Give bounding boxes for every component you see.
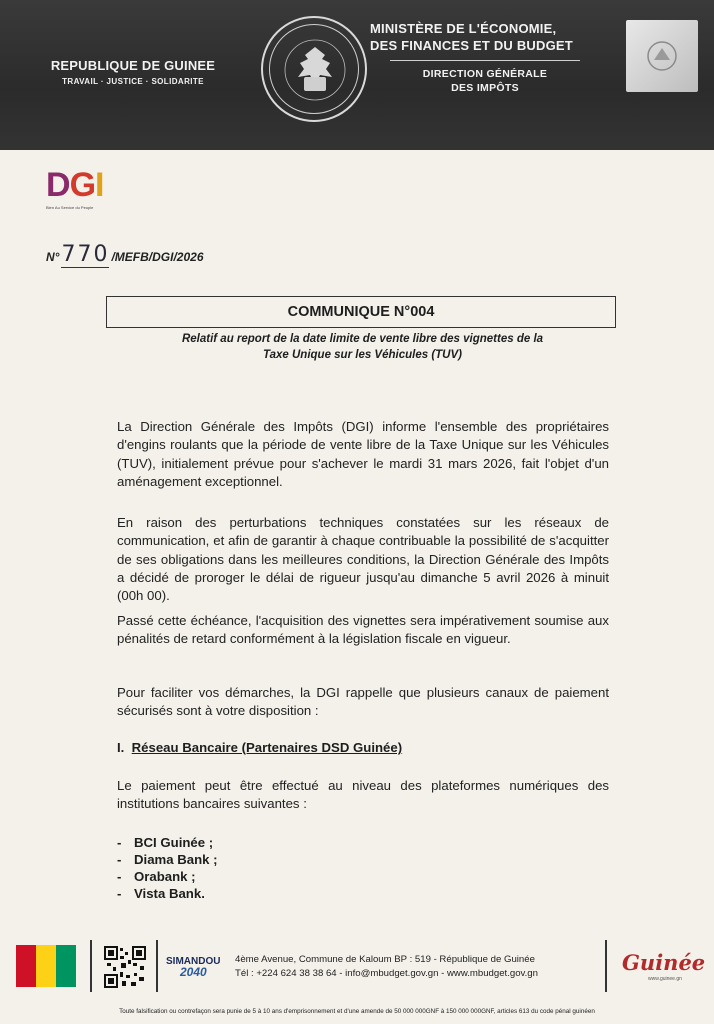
footer-phone-email: Tél : +224 624 38 38 64 - info@mbudget.gov.gn - www.mbudget.gov.gn — [235, 968, 538, 979]
guinea-flag-icon — [16, 945, 76, 987]
list-item: - Vista Bank. — [117, 885, 218, 902]
footer-divider — [605, 940, 607, 992]
document-header — [0, 0, 714, 150]
dgi-logo — [46, 166, 126, 216]
communique-subtitle — [110, 331, 615, 363]
section-heading — [117, 740, 402, 755]
communique-title-box — [106, 296, 616, 328]
paragraph-4: Pour faciliter vos démarches, la DGI rappelle que plusieurs canaux de paiement sécurisés sont à votre disposition : — [117, 685, 609, 719]
ministry-block — [370, 20, 602, 95]
footer-divider — [90, 940, 92, 992]
direction-line-2: DES IMPÔTS — [451, 82, 519, 94]
paragraph-5: Le paiement peut être effectué au niveau des plateformes numériques des institutions bancaires suivantes : — [117, 778, 609, 812]
flag-stripe-green — [56, 945, 76, 987]
reference-handwritten-number: 770 — [61, 242, 110, 267]
guinee-brand-logo: Guinée — [622, 950, 706, 975]
reference-suffix: /MEFB/DGI/2026 — [111, 250, 204, 264]
subtitle-line-1: Relatif au report de la date limite de vente libre des vignettes de la — [181, 333, 544, 345]
paragraph-2: En raison des perturbations techniques constatées sur les réseaux de communication, et afin de garantir à chaque contribuable la possibilité de s'acquitter de ses obligations dans les meilleures conditions, la Direction Générale des Impôts a décidé de proroger le délai de rigueur jusqu'au dimanche 5 avril 2026 à minuit (00h 00). — [117, 515, 609, 604]
legal-notice: Toute falsification ou contrefaçon sera punie de 5 à 10 ans d'emprisonnement et d'une amende de 50 000 000GNF à 150 000 000GNF, articles 613 du code pénal guinéen — [119, 1008, 595, 1015]
communique-title: COMMUNIQUE N°004 — [287, 304, 435, 320]
footer-divider — [156, 940, 158, 992]
footer-address: 4ème Avenue, Commune de Kaloum BP : 519 - République de Guinée — [235, 954, 535, 965]
simandou-logo — [166, 956, 220, 979]
country-name: REPUBLIQUE DE GUINEE — [50, 58, 216, 73]
ministry-line-2: DES FINANCES ET DU BUDGET — [370, 38, 573, 53]
simandou-name: SIMANDOU — [166, 956, 221, 967]
paragraph-1: La Direction Générale des Impôts (DGI) informe l'ensemble des propriétaires d'engins roulants que la période de vente libre de la Taxe Unique sur les Véhicules (TUV), initialement prévue pour s'achever le mardi 31 mars 2026, fait l'objet d'un aménagement exceptionnel. — [117, 419, 609, 489]
state-seal-icon — [261, 16, 367, 122]
ministry-line-1: MINISTÈRE DE L'ÉCONOMIE, — [370, 21, 557, 36]
paragraph-3: Passé cette échéance, l'acquisition des vignettes sera impérativement soumise aux pénalités de retard conformément à la législation fiscale en vigueur. — [117, 613, 609, 647]
reference-prefix: N° — [46, 250, 60, 264]
footer-contact — [235, 953, 538, 981]
country-block — [44, 58, 222, 86]
section-number: I. — [117, 740, 125, 755]
reference-number — [46, 242, 204, 268]
subtitle-line-2: Taxe Unique sur les Véhicules (TUV) — [263, 349, 462, 361]
list-item: - BCI Guinée ; — [117, 834, 218, 851]
section-title: Réseau Bancaire (Partenaires DSD Guinée) — [131, 740, 403, 755]
emblem-icon — [626, 20, 698, 92]
flag-stripe-red — [16, 945, 36, 987]
logo-letter-d: D — [46, 166, 70, 204]
qr-code-icon — [104, 946, 146, 988]
ministry-divider — [390, 60, 580, 61]
direction-line-1: DIRECTION GÉNÉRALE — [422, 68, 548, 80]
logo-tagline: Bien Au Service du Peuple — [46, 205, 94, 210]
guinee-brand-url: www.guinee.gn — [648, 976, 682, 982]
list-item: - Orabank ; — [117, 868, 218, 885]
country-motto: TRAVAIL · JUSTICE · SOLIDARITE — [62, 77, 204, 86]
list-item: - Diama Bank ; — [117, 851, 218, 868]
logo-letter-i: I — [95, 166, 104, 204]
simandou-year: 2040 — [180, 965, 207, 979]
flag-stripe-yellow — [36, 945, 56, 987]
logo-letter-g: G — [69, 166, 96, 204]
bank-list — [117, 834, 218, 902]
